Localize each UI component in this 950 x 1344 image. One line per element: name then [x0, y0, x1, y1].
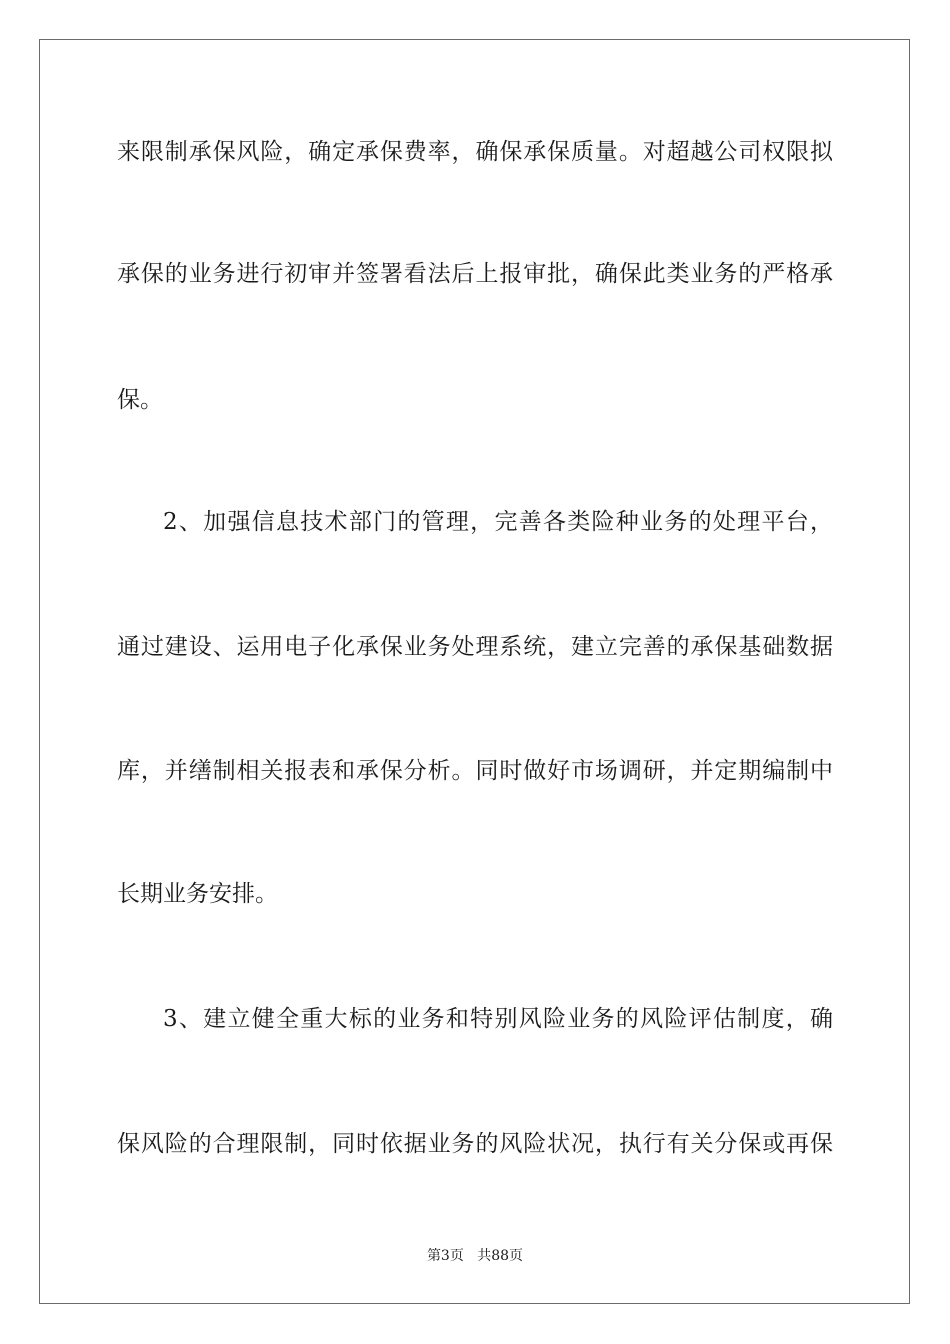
total-pages-label: 共88页 — [477, 1248, 524, 1264]
current-page-label: 第3页 — [426, 1248, 464, 1264]
paragraph-line: 长期业务安排。 — [117, 881, 278, 907]
paragraph-line: 保风险的合理限制，同时依据业务的风险状况，执行有关分保或再保 — [117, 1131, 833, 1157]
paragraph-line: 来限制承保风险，确定承保费率，确保承保质量。对超越公司权限拟 — [117, 139, 833, 165]
page-footer — [0, 1247, 950, 1265]
paragraph-line: 库，并缮制相关报表和承保分析。同时做好市场调研，并定期编制中 — [117, 758, 833, 784]
paragraph-line: 保。 — [117, 387, 163, 413]
paragraph-line: 通过建设、运用电子化承保业务处理系统，建立完善的承保基础数据 — [117, 634, 833, 660]
paragraph-line: 承保的业务进行初审并签署看法后上报审批，确保此类业务的严格承 — [117, 261, 833, 287]
paragraph-line-numbered: 3、建立健全重大标的业务和特别风险业务的风险评估制度，确 — [163, 1006, 833, 1032]
page-border — [39, 39, 910, 1304]
paragraph-line-numbered: 2、加强信息技术部门的管理，完善各类险种业务的处理平台， — [163, 509, 833, 535]
